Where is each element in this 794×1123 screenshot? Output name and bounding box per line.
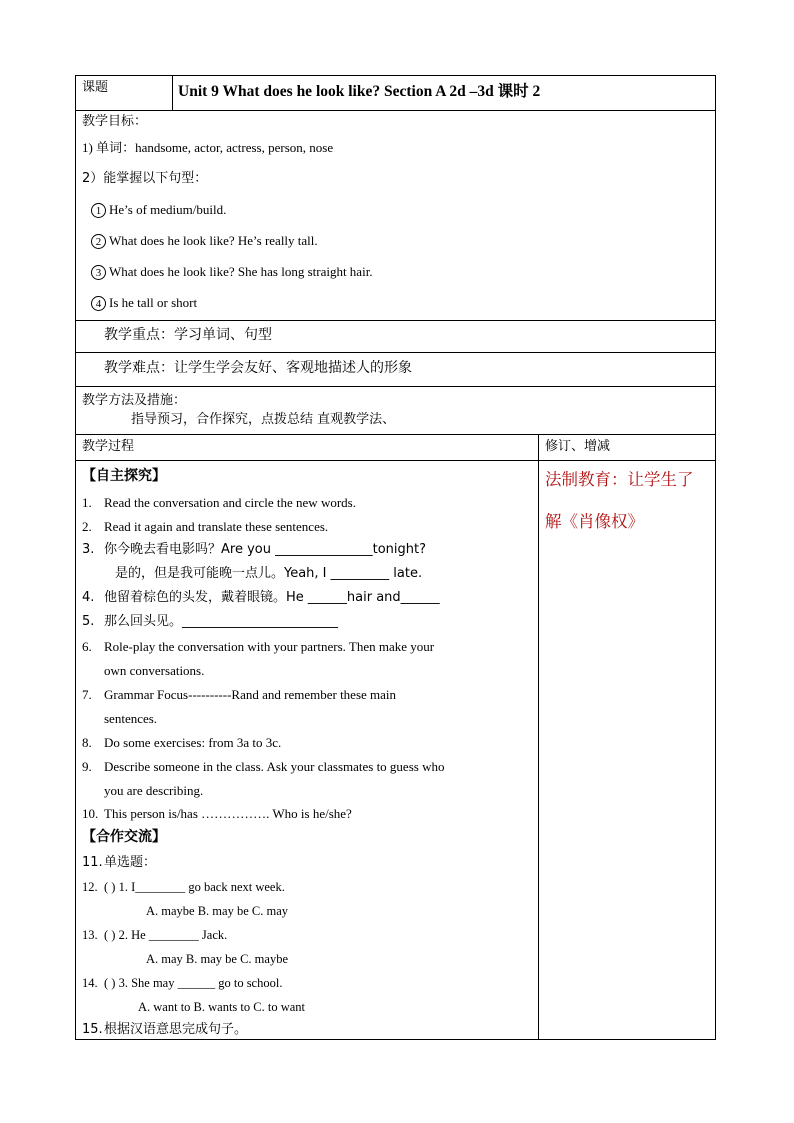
pattern-item: 1 He’s of medium/build.	[91, 202, 226, 218]
list-item: A. want to B. wants to C. to want	[138, 1000, 306, 1014]
key-points: 教学重点：学习单词、句型	[104, 327, 272, 343]
table-border-bottom	[75, 1039, 716, 1040]
list-item: 13. ( ) 2. He ________ Jack.	[82, 928, 228, 942]
list-item: 6. Role-play the conversation with your partners. Then make your	[82, 639, 435, 654]
list-item: 4. 他留着棕色的头发，戴着眼镜。He ______hair and______	[82, 590, 440, 605]
lesson-title: Unit 9 What does he look like? Section A 2d –3d 课时 2	[178, 83, 541, 100]
objectives-vocabulary: 1) 单词：handsome, actor, actress, person, nose	[82, 140, 334, 155]
circled-number: 4	[91, 296, 106, 311]
revision-note: 解《肖像权》	[545, 512, 644, 531]
methods-heading: 教学方法及措施：	[82, 393, 187, 408]
list-item: 15.根据汉语意思完成句子。	[82, 1022, 248, 1037]
process-heading: 教学过程	[82, 439, 135, 454]
list-item: 是的，但是我可能晚一点儿。Yeah, I _________ late.	[115, 566, 423, 581]
table-divider	[75, 460, 716, 461]
circled-number: 1	[91, 203, 106, 218]
list-item: 1. Read the conversation and circle the new words.	[82, 495, 356, 510]
revision-heading: 修订、增减	[545, 439, 611, 454]
objectives-patterns-heading: 2）能掌握以下句型：	[82, 171, 208, 186]
list-item: 7. Grammar Focus----------Rand and remember these main	[82, 687, 397, 702]
list-item: 10. This person is/has ……………. Who is he/she?	[82, 806, 352, 821]
list-item: 5. 那么回头见。________________________	[82, 614, 339, 629]
list-item: 9. Describe someone in the class. Ask your classmates to guess who	[82, 759, 445, 774]
list-item: 2. Read it again and translate these sentences.	[82, 519, 329, 534]
list-item: 12. ( ) 1. I________ go back next week.	[82, 880, 285, 894]
list-item: 14. ( ) 3. She may ______ go to school.	[82, 976, 283, 990]
list-item: 3. 你今晚去看电影吗？Are you _______________tonight?	[82, 542, 426, 557]
table-divider	[75, 434, 716, 435]
list-item: A. may B. may be C. maybe	[146, 952, 288, 966]
pattern-item: 2 What does he look like? He’s really tall.	[91, 233, 318, 249]
list-item: sentences.	[104, 711, 158, 726]
objectives-heading: 教学目标：	[82, 114, 148, 129]
table-divider	[75, 352, 716, 353]
revision-column-divider	[538, 434, 539, 1040]
list-item: 11.单选题：	[82, 855, 157, 870]
list-item: own conversations.	[104, 663, 205, 678]
header-column-divider	[172, 75, 173, 110]
circled-number: 2	[91, 234, 106, 249]
table-border-left	[75, 75, 76, 1040]
difficulties: 教学难点：让学生学会友好、客观地描述人的形象	[104, 360, 412, 376]
circled-number: 3	[91, 265, 106, 280]
pattern-item: 3 What does he look like? She has long straight hair.	[91, 264, 373, 280]
table-divider	[75, 110, 716, 111]
header-label: 课题	[82, 80, 109, 95]
list-item: 8. Do some exercises: from 3a to 3c.	[82, 735, 282, 750]
revision-note: 法制教育：让学生了	[545, 470, 694, 489]
section-heading: 【合作交流】	[82, 829, 166, 845]
pattern-item: 4 Is he tall or short	[91, 295, 197, 311]
table-divider	[75, 386, 716, 387]
table-divider	[75, 320, 716, 321]
methods-content: 指导预习，合作探究，点拨总结 直观教学法、	[131, 412, 396, 427]
list-item: you are describing.	[104, 783, 204, 798]
list-item: A. maybe B. may be C. may	[146, 904, 288, 918]
table-border-right	[715, 75, 716, 1040]
section-heading: 【自主探究】	[82, 468, 166, 484]
